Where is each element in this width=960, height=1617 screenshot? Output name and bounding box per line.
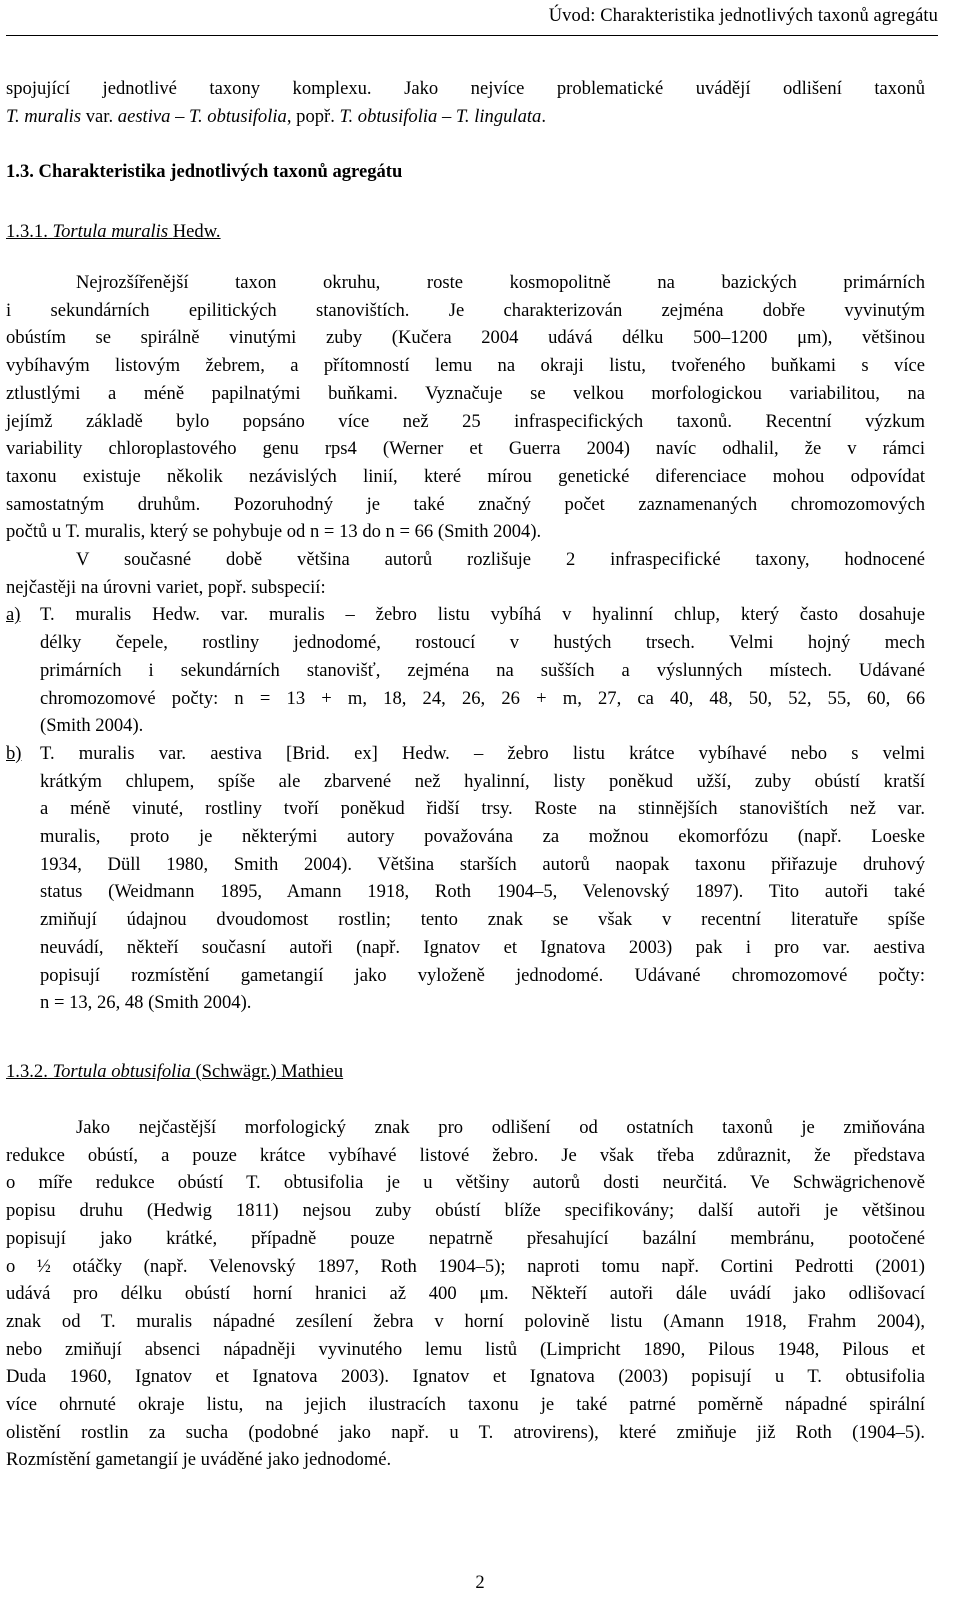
text-line: více ohrnuté okraje listu, na jejich ilustracích taxonu je také patrné poměrně nápadné spirální	[6, 1394, 925, 1416]
text-line: variability chloroplastového genu rps4 (Werner et Guerra 2004) navíc odhalil, že v rámci	[6, 438, 925, 460]
text-line: n = 13, 26, 48 (Smith 2004).	[40, 992, 252, 1014]
text-line: chromozomové počty: n = 13 + m, 18, 24, 26, 26 + m, 27, ca 40, 48, 50, 52, 55, 60, 66	[40, 687, 925, 709]
paragraph-tortula-obtusifolia	[6, 1114, 925, 1474]
text-line: T. muralis var. aestiva [Brid. ex] Hedw. – žebro listu krátce vybíhavé nebo s velmi	[40, 742, 925, 764]
page-number: 2	[475, 1572, 485, 1593]
text-line: popisují rozmístění gametangií jako vyloženě jednodomé. Udávané chromozomové počty:	[40, 964, 925, 986]
text-line: ztlustlými a méně papilnatými buňkami. Vyznačuje se velkou morfologickou variabilitou, na	[6, 382, 925, 404]
text-line: T. muralis Hedw. var. muralis – žebro listu vybíhá v hyalinní chlup, který často dosahuje	[40, 604, 925, 626]
text-line: o ½ otáčky (např. Velenovský 1897, Roth 1904–5); naproti tomu např. Cortini Pedrotti (2001)	[6, 1255, 925, 1277]
text-line: status (Weidmann 1895, Amann 1918, Roth 1904–5, Velenovský 1897). Tito autoři také	[40, 881, 925, 903]
text-line: o míře redukce obústí T. obtusifolia je u většiny autorů dosti neurčitá. Ve Schwägrichenově	[6, 1172, 925, 1194]
text-line: neuvádí, někteří současní autoři (např. Ignatov et Ignatova 2003) pak i pro var. aestiva	[40, 936, 925, 958]
list-marker: a)	[6, 604, 21, 626]
text-line: jejímž základě bylo popsáno více než 25 infraspecifických taxonů. Recentní výzkum	[6, 410, 925, 432]
intro-paragraph	[6, 75, 925, 130]
running-header: Úvod: Charakteristika jednotlivých taxonů agregátu	[548, 6, 938, 26]
text-line: 1934, Düll 1980, Smith 2004). Většina starších autorů naopak taxonu přiřazuje druhový	[40, 853, 925, 875]
text-line: i sekundárních epilitických stanovištích. Je charakterizován zejména dobře vyvinutým	[6, 299, 925, 321]
text-line: popisu druhu (Hedwig 1811) nejsou zuby obústí blíže specifikovány; další autoři je většinou	[6, 1200, 925, 1222]
text-line: samostatným druhům. Pozoruhodný je také značný počet zaznamenaných chromozomových	[6, 493, 925, 515]
text-line: olistění rostlin za sucha (podobné jako např. u T. atrovirens), které zmiňuje již Roth (1904–5).	[6, 1421, 925, 1443]
text-line: Rozmístění gametangií je uváděné jako jednodomé.	[6, 1449, 392, 1471]
text-line: udává pro délku obústí horní hranici až 400 μm. Někteří autoři dále uvádí jako odlišovací	[6, 1283, 925, 1305]
text-line: vybíhavým listovým žebrem, a přítomností lemu na okraji listu, tvořeného buňkami s více	[6, 355, 925, 377]
text-line: Nejrozšířenější taxon okruhu, roste kosmopolitně na bazických primárních	[76, 272, 925, 293]
subsection-heading-1: 1.3.1. Tortula muralis Hedw.	[6, 221, 221, 242]
list-item-a	[6, 601, 925, 740]
text-line: Duda 1960, Ignatov et Ignatova 2003). Ignatov et Ignatova (2003) popisují u T. obtusifolia	[6, 1366, 925, 1388]
text-line: popisují jako krátké, případně pouze nepatrně přesahující bazální membránu, pootočené	[6, 1227, 925, 1249]
text-line: primárních i sekundárních stanovišť, zejména na sušších a výslunných místech. Udávané	[40, 659, 925, 681]
section-heading: 1.3. Charakteristika jednotlivých taxonů agregátu	[6, 161, 403, 182]
text-line: a méně vinuté, rostliny tvoří poněkud řidší trsy. Roste na stinnějších stanovištích než var.	[40, 798, 925, 820]
subsection-heading-2: 1.3.2. Tortula obtusifolia (Schwägr.) Mathieu	[6, 1061, 344, 1082]
text-line: počtů u T. muralis, který se pohybuje od n = 13 do n = 66 (Smith 2004).	[6, 521, 542, 543]
text-line: zmiňují údajnou dvoudomost rostlin; tento znak se však v recentní literatuře spíše	[40, 909, 925, 931]
text-line: (Smith 2004).	[40, 715, 144, 737]
paragraph-tortula-muralis	[6, 269, 925, 1017]
text-line: obústím se spirálně vinutými zuby (Kučera 2004 udává délku 500–1200 μm), většinou	[6, 327, 925, 349]
text-line: krátkým chlupem, spíše ale zbarvené než hyalinní, listy poněkud užší, zuby obústí kratší	[40, 770, 925, 792]
list-item-b	[6, 740, 925, 1017]
header-rule	[6, 35, 938, 36]
text-line: redukce obústí, a pouze krátce vybíhavé listové žebro. Je však třeba zdůraznit, že představa	[6, 1144, 925, 1166]
text-line: T. muralis var. aestiva – T. obtusifolia, popř. T. obtusifolia – T. lingulata.	[6, 105, 546, 127]
list-marker: b)	[6, 742, 22, 764]
text-line: nejčastěji na úrovni variet, popř. subspecií:	[6, 576, 326, 598]
text-line: nebo zmiňují absenci nápadněji vyvinutého lemu listů (Limpricht 1890, Pilous 1948, Pilous et	[6, 1338, 925, 1360]
text-line: muralis, proto je některými autory považována za možnou ekomorfózu (např. Loeske	[40, 826, 925, 848]
text-line: taxonu existuje několik nezávislých linií, které mírou genetické diferenciace mohou odpovídat	[6, 465, 925, 487]
text-line: V současné době většina autorů rozlišuje 2 infraspecifické taxony, hodnocené	[76, 549, 925, 571]
text-line: délky čepele, rostliny jednodomé, rostoucí v hustých trsech. Velmi hojný mech	[40, 632, 925, 654]
text-line: spojující jednotlivé taxony komplexu. Jako nejvíce problematické uvádějí odlišení taxonů	[6, 78, 925, 99]
text-line: znak od T. muralis nápadné zesílení žebra v horní polovině listu (Amann 1918, Frahm 2004),	[6, 1310, 925, 1332]
text-line: Jako nejčastější morfologický znak pro odlišení od ostatních taxonů je zmiňována	[76, 1117, 925, 1138]
